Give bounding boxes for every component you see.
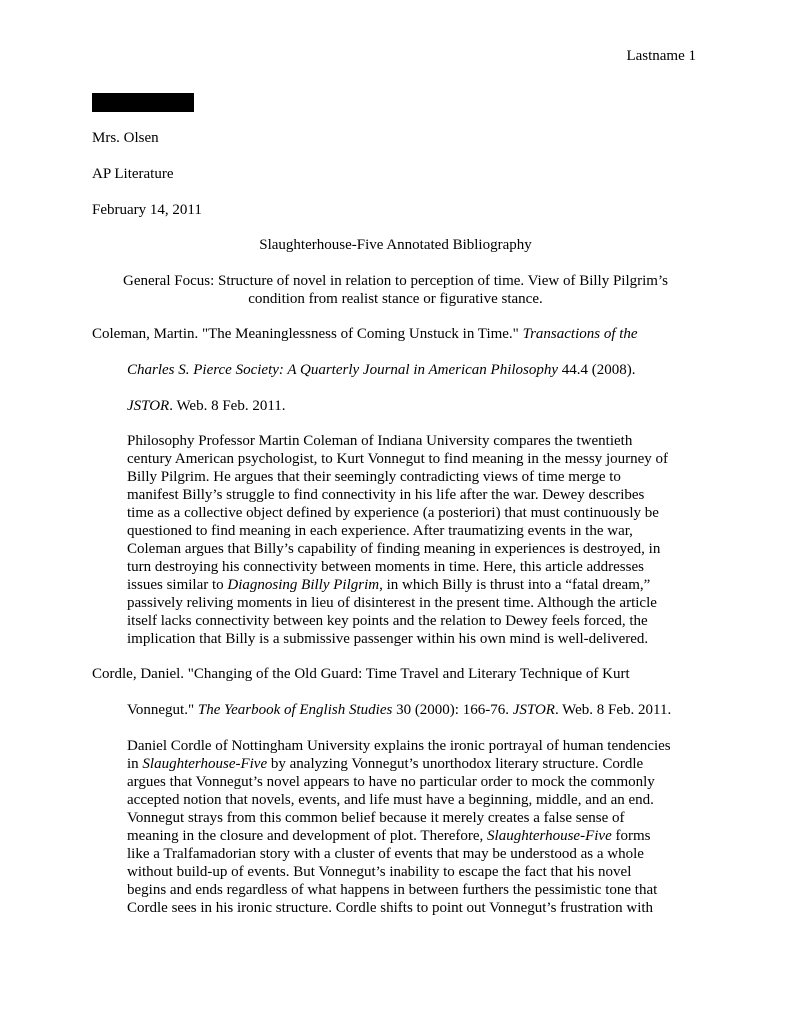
citation-1-line-3 <box>127 397 286 415</box>
journal-title: Transactions of the <box>522 326 638 342</box>
annotation-line: turn destroying his connectivity between moments in time. Here, this article addresses <box>127 559 644 575</box>
annotation-text: meaning in the closure and development of plot. Therefore, <box>127 828 488 844</box>
annotation-text: in <box>127 756 143 772</box>
running-head: Lastname 1 <box>626 48 696 64</box>
annotation-line: argues that Vonnegut’s novel appears to have no particular order to mock the commonly <box>127 774 655 790</box>
annotation-line: like a Tralfamadorian story with a cluster of events that may be understood as a whole <box>127 846 644 862</box>
citation-text: . Web. 8 Feb. 2011. <box>554 702 672 718</box>
citation-1-line-2 <box>127 361 636 379</box>
journal-title: The Yearbook of English Studies <box>197 702 393 718</box>
citation-text: Coleman, Martin. "The Meaninglessness of Coming Unstuck in Time." <box>92 326 523 342</box>
annotation-line: Vonnegut strays from this common belief because it merely creates a false sense of <box>127 810 625 826</box>
annotation-line: passively reliving moments in lieu of disinterest in the present time. Although the article <box>127 595 657 611</box>
work-title: Slaughterhouse-Five <box>142 756 268 772</box>
annotation-line: itself lacks connectivity between key points and the relation to Dewey feels forced, the <box>127 613 648 629</box>
citation-text: Vonnegut." <box>127 702 198 718</box>
annotation-text: issues similar to <box>127 577 228 593</box>
redacted-name-block <box>92 93 194 112</box>
annotation-line <box>127 755 707 773</box>
teacher-name: Mrs. Olsen <box>92 130 159 146</box>
annotation-line: time as a collective object defined by experience (a posteriori) that must continuously be <box>127 505 659 521</box>
annotation-line: Philosophy Professor Martin Coleman of Indiana University compares the twentieth <box>127 433 633 449</box>
annotation-line: Cordle sees in his ironic structure. Cordle shifts to point out Vonnegut’s frustration with <box>127 900 654 916</box>
date: February 14, 2011 <box>92 202 202 218</box>
annotation-1 <box>127 432 707 648</box>
journal-title: Charles S. Pierce Society: A Quarterly Journal in American Philosophy <box>127 362 559 378</box>
annotation-line: Daniel Cordle of Nottingham University explains the ironic portrayal of human tendencies <box>127 738 671 754</box>
citation-text: 44.4 (2008). <box>558 362 636 378</box>
annotation-line: Billy Pilgrim. He argues that their seemingly contradicting views of time merge to <box>127 469 621 485</box>
annotation-line: Coleman argues that Billy’s capability of finding meaning in experiences is destroyed, in <box>127 541 661 557</box>
focus-line-1: General Focus: Structure of novel in relation to perception of time. View of Billy Pilgrim’s <box>123 273 668 289</box>
citation-1-line-1 <box>92 325 638 343</box>
annotation-line: century American psychologist, to Kurt Vonnegut to find meaning in the messy journey of <box>127 451 669 467</box>
annotation-line: implication that Billy is a submissive passenger within his own mind is well-delivered. <box>127 631 649 647</box>
annotation-2 <box>127 737 707 917</box>
annotation-line: questioned to find meaning in each experience. After traumatizing events in the war, <box>127 523 633 539</box>
annotation-text: forms <box>611 828 651 844</box>
citation-2-line-2 <box>127 701 671 719</box>
annotation-line <box>127 576 707 594</box>
citation-text: 30 (2000): 166-76. <box>392 702 513 718</box>
annotation-line: manifest Billy’s struggle to find connectivity in his life after the war. Dewey describes <box>127 487 645 503</box>
citation-text: . Web. 8 Feb. 2011. <box>169 398 286 414</box>
work-title: Slaughterhouse-Five <box>487 828 612 844</box>
annotation-text: by analyzing Vonnegut’s unorthodox literary structure. Cordle <box>267 756 644 772</box>
work-title: Diagnosing Billy Pilgrim <box>227 577 380 593</box>
annotation-line: without build-up of events. But Vonnegut’s inability to escape the fact that his novel <box>127 864 632 880</box>
document-title: Slaughterhouse-Five Annotated Bibliography <box>259 237 532 253</box>
annotation-line <box>127 827 707 845</box>
database-name: JSTOR <box>512 702 555 718</box>
annotation-text: , in which Billy is thrust into a “fatal dream,” <box>379 577 651 593</box>
annotation-line: accepted notion that novels, events, and life must have a beginning, middle, and an end. <box>127 792 654 808</box>
course-name: AP Literature <box>92 166 174 182</box>
annotation-line: begins and ends regardless of what happens in between furthers the pessimistic tone that <box>127 882 658 898</box>
focus-line-2: condition from realist stance or figurative stance. <box>248 291 543 307</box>
database-name: JSTOR <box>127 398 170 414</box>
citation-2-line-1: Cordle, Daniel. "Changing of the Old Guard: Time Travel and Literary Technique of Kurt <box>92 666 630 682</box>
